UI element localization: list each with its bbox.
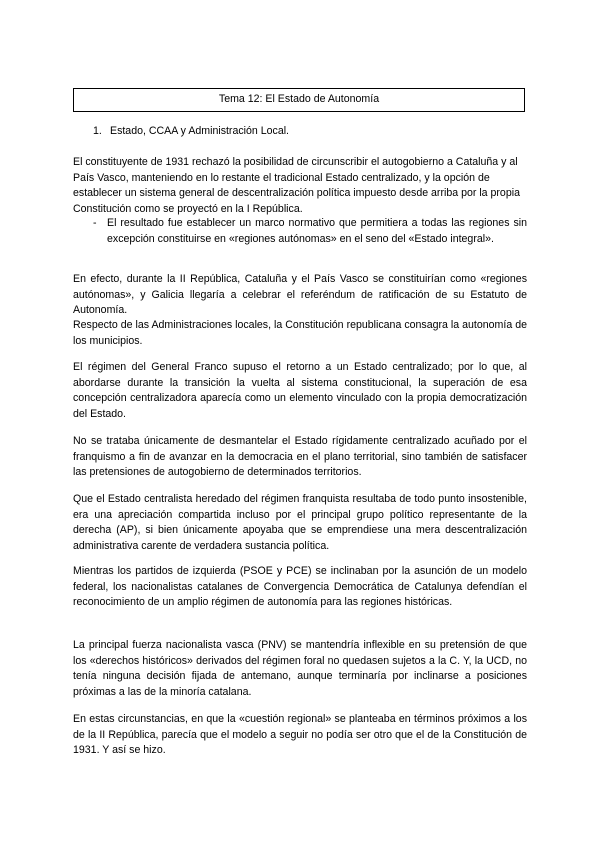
- section-heading: [93, 124, 523, 140]
- paragraph-text: Mientras los partidos de izquierda (PSOE y PCE) se inclinaban por la asunción de un modelo federal, los nacionalistas catalanes de Convergencia Democrática de Catalunya defendían el reconocimiento de un amplio régimen de autonomía para las regiones históricas.: [73, 565, 527, 609]
- paragraph-4: [73, 360, 527, 422]
- title-box: [73, 88, 525, 112]
- paragraph-text: Que el Estado centralista heredado del régimen franquista resultaba de todo punto insostenible, era una apreciación compartida incluso por el principal grupo político representante de la derecha (AP), si bien únicamente apoyaba que se emprendiese una mera descentralización administrativa carente de verdadera sustancia política.: [73, 493, 527, 552]
- paragraph-text: En estas circunstancias, en que la «cuestión regional» se planteaba en términos próximos a los de la II República, parecía que el modelo a seguir no podía ser otro que el de la Constitución de 1931. Y así se hizo.: [73, 713, 527, 757]
- paragraph-7: [73, 564, 527, 611]
- paragraph-text: En efecto, durante la II República, Cataluña y el País Vasco se constituirían como «regiones autónomas», y Galicia llegaría a celebrar el referéndum de ratificación de su Estatuto de Autonomía.: [73, 273, 527, 317]
- paragraph-text: No se trataba únicamente de desmantelar el Estado rígidamente centralizado acuñado por el franquismo a fin de avanzar en la democracia en el plano territorial, sino también de satisfacer las pretensiones de autogobierno de determinados territorios.: [73, 435, 527, 479]
- bullet-marker: -: [93, 217, 97, 229]
- paragraph-9: [73, 712, 527, 759]
- paragraph-3: [73, 318, 527, 349]
- document-title: Tema 12: El Estado de Autonomía: [218, 93, 380, 106]
- paragraph-text: El constituyente de 1931 rechazó la posibilidad de circunscribir el autogobierno a Cataluña y al País Vasco, manteniendo en lo restante el tradicional Estado centralizado, y la opción de establecer un sistema general de descentralización política impuesto desde arriba por la propia Constitución como se proyectó en la I República.: [73, 156, 520, 215]
- section-number: 1.: [93, 125, 102, 137]
- paragraph-text: Respecto de las Administraciones locales, la Constitución republicana consagra la autonomía de los municipios.: [73, 319, 527, 347]
- paragraph-6: [73, 492, 527, 554]
- paragraph-5: [73, 434, 527, 481]
- paragraph-text: La principal fuerza nacionalista vasca (PNV) se mantendría inflexible en su pretensión de que los «derechos históricos» derivados del régimen foral no quedasen sujetos a la C. Y, la UCD, no tenía ninguna decisión fijada de antemano, aunque terminaría por inclinarse a posiciones próximas a las de la minoría catalana.: [73, 639, 527, 698]
- paragraph-8: [73, 638, 527, 700]
- section-label: Estado, CCAA y Administración Local.: [110, 125, 290, 137]
- bullet-text: El resultado fue establecer un marco normativo que permitiera a todas las regiones sin excepción constituirse en «regiones autónomas» en el seno del «Estado integral».: [107, 217, 527, 245]
- paragraph-1: [73, 155, 527, 217]
- paragraph-2: [73, 272, 527, 319]
- bullet-item: [93, 216, 527, 247]
- paragraph-text: El régimen del General Franco supuso el retorno a un Estado centralizado; por lo que, al abordarse durante la transición la vuelta al sistema constitucional, la superación de esa concepción centralizadora aparecía como un elemento vinculado con la propia democratización del Estado.: [73, 361, 527, 420]
